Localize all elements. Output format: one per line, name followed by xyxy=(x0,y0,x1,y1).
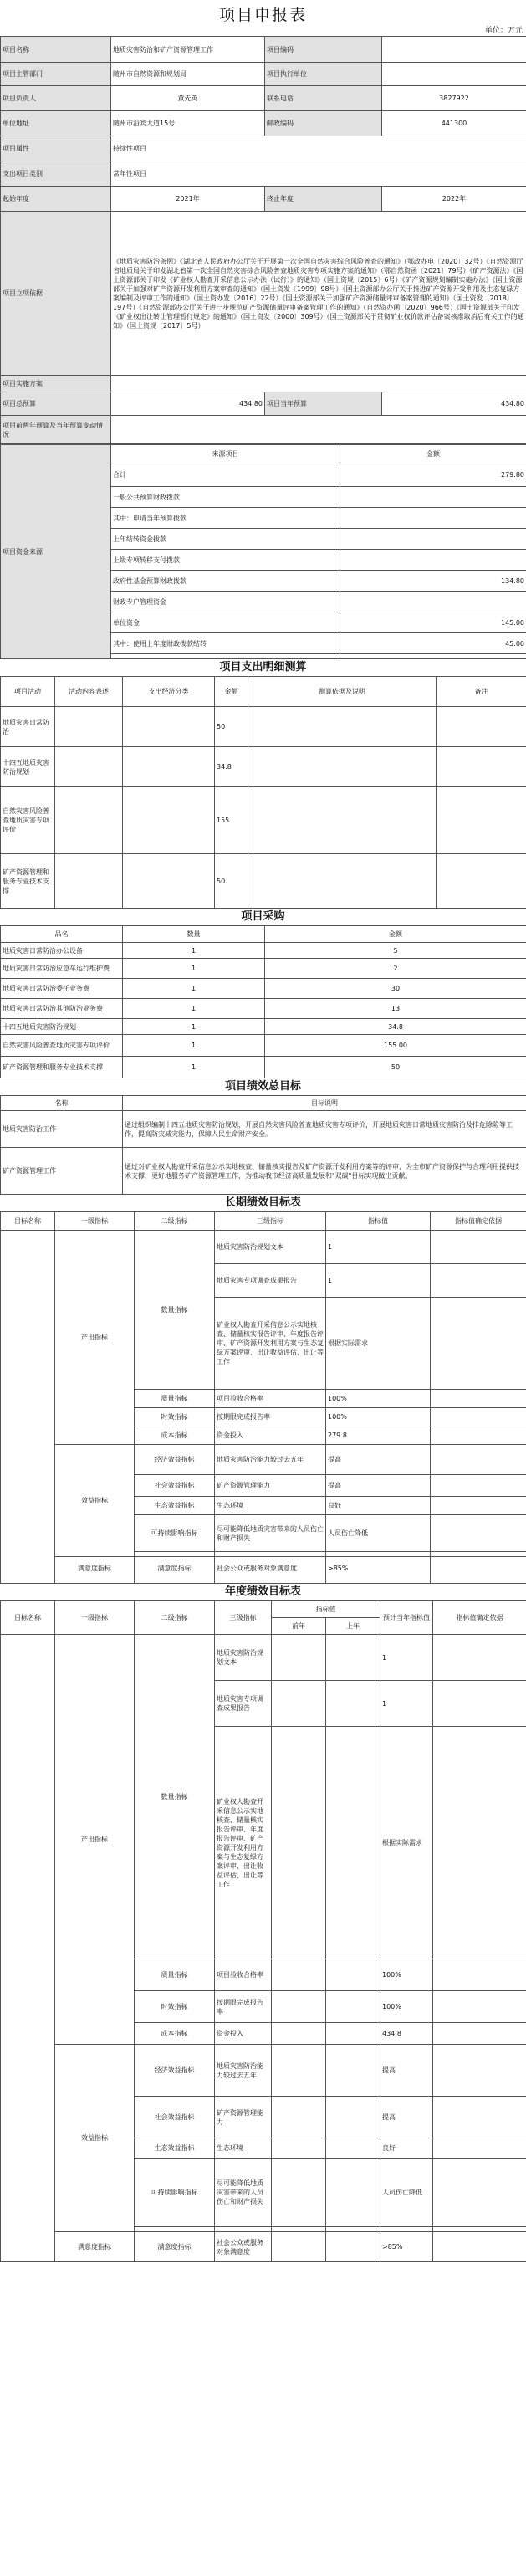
funding-amount xyxy=(340,529,526,550)
table-row xyxy=(1,747,526,787)
long-perf-header: 一级指标 xyxy=(55,1212,135,1231)
long-benefit-label: 效益指标 xyxy=(55,1445,135,1557)
annual-t-prev1 xyxy=(326,1991,380,2023)
leader-value: 黄先英 xyxy=(111,86,265,111)
expense-header: 活动内容表述 xyxy=(55,677,123,707)
expense-content xyxy=(55,707,123,747)
annual-t-prev2 xyxy=(272,1991,326,2023)
table-row xyxy=(1,999,526,1019)
annual-c-val: 434.8 xyxy=(380,2023,433,2045)
funding-spacer xyxy=(111,654,340,659)
long-q2-val: 1 xyxy=(326,1264,431,1298)
annual-q2-prev2 xyxy=(272,1681,326,1727)
goal-desc: 通过组织编制十四五地质灾害防治规划，开展自然灾害风险普查地质灾害专项评价，开展地质灾害日常地质灾害防治及排危除险等工作，提高防灾减灾能力，保障人民生命财产安全。 xyxy=(123,1111,526,1148)
current-budget-value: 434.80 xyxy=(382,392,526,416)
long-quality-label: 质量指标 xyxy=(135,1390,215,1408)
annual-t-name: 按期限完成报告率 xyxy=(215,1991,272,2023)
long-q2-name: 地质灾害专项调查成果报告 xyxy=(215,1264,326,1298)
long-t-basis xyxy=(431,1408,526,1426)
annual-eco-label: 生态效益指标 xyxy=(135,2138,215,2159)
long-eco-label: 生态效益指标 xyxy=(135,1497,215,1515)
expense-content xyxy=(55,854,123,909)
long-eco-basis xyxy=(431,1497,526,1515)
basis-label: 项目立项依据 xyxy=(1,212,111,376)
project-name-label: 项目名称 xyxy=(1,37,111,63)
funding-amount xyxy=(340,508,526,529)
expense-header: 项目活动 xyxy=(1,677,55,707)
table-row xyxy=(1,1111,526,1148)
annual-eco-basis xyxy=(433,2138,526,2159)
zip-label: 邮政编码 xyxy=(265,111,382,136)
long-q2-basis xyxy=(431,1264,526,1298)
long-spacer xyxy=(135,1580,215,1584)
long-sustain-label: 可持续影响指标 xyxy=(135,1515,215,1552)
table-row xyxy=(1,959,526,979)
long-spacer xyxy=(326,1580,431,1584)
annual-header: 上年 xyxy=(326,1618,380,1635)
annual-header: 二级指标 xyxy=(135,1601,215,1635)
funding-row: 一般公共预算财政拨款 xyxy=(111,487,340,508)
annual-e-prev2 xyxy=(272,2045,326,2097)
expense-amount: 34.8 xyxy=(215,747,248,787)
expense-note xyxy=(437,747,526,787)
expense-table xyxy=(0,676,526,909)
start-year-label: 起始年度 xyxy=(1,187,111,212)
page-title: 项目申报表 xyxy=(218,6,307,24)
procurement-name: 自然灾害风险普查地质灾害专项评价 xyxy=(1,1035,123,1057)
long-perf-title: 长期绩效目标表 xyxy=(224,1196,301,1209)
annual-ql-prev1 xyxy=(326,1959,380,1991)
annual-s-prev1 xyxy=(326,2097,380,2138)
procurement-name: 地质灾害日常防治应急车运行维护费 xyxy=(1,959,123,979)
expense-content xyxy=(55,787,123,854)
funding-row: 单位资金 xyxy=(111,612,340,633)
exec-value xyxy=(382,63,526,86)
annual-q3-prev2 xyxy=(272,1727,326,1959)
long-cost-label: 成本指标 xyxy=(135,1426,215,1445)
annual-output-label: 产出指标 xyxy=(55,1635,135,2045)
total-budget-value: 434.80 xyxy=(111,392,265,416)
expense-basis xyxy=(248,747,437,787)
procurement-table xyxy=(0,925,526,1078)
long-sa-basis xyxy=(431,1557,526,1580)
annual-q2-val: 1 xyxy=(380,1681,433,1727)
expense-activity: 自然灾害风险普查地质灾害专项评价 xyxy=(1,787,55,854)
annual-q1-basis xyxy=(433,1635,526,1681)
annual-s-basis xyxy=(433,2097,526,2138)
expense-header: 支出经济分类 xyxy=(123,677,215,707)
annual-s-val: 提高 xyxy=(380,2097,433,2138)
annual-goal-name xyxy=(1,1635,55,2262)
annual-su-prev1 xyxy=(326,2159,380,2227)
prev-budget-value xyxy=(111,416,526,444)
procurement-title: 项目采购 xyxy=(241,910,285,923)
expense-note xyxy=(437,787,526,854)
procurement-header: 数量 xyxy=(123,926,265,943)
long-ql-basis xyxy=(431,1390,526,1408)
annual-social-label: 社会效益指标 xyxy=(135,2097,215,2138)
project-code-value xyxy=(382,37,526,63)
funding-row: 其中：申请当年预算拨款 xyxy=(111,508,340,529)
goals-col-desc: 目标说明 xyxy=(123,1096,526,1111)
annual-eco-name: 生态环境 xyxy=(215,2138,272,2159)
long-e-name: 地质灾害防治能力较过去五年 xyxy=(215,1445,326,1475)
long-sa-val: >85% xyxy=(326,1557,431,1580)
table-row xyxy=(1,979,526,999)
phone-value: 3827922 xyxy=(382,86,526,111)
procurement-amount: 50 xyxy=(265,1057,526,1078)
annual-e-val: 提高 xyxy=(380,2045,433,2097)
current-budget-label: 项目当年预算 xyxy=(265,392,382,416)
long-time-label: 时效指标 xyxy=(135,1408,215,1426)
long-spacer xyxy=(431,1580,526,1584)
annual-benefit-label: 效益指标 xyxy=(55,2045,135,2232)
expense-class xyxy=(123,787,215,854)
annual-s-prev2 xyxy=(272,2097,326,2138)
annual-header: 预计当年指标值 xyxy=(380,1601,433,1635)
annual-header: 前年 xyxy=(272,1618,326,1635)
table-row xyxy=(1,1019,526,1035)
project-info-table xyxy=(0,36,526,444)
project-code-label: 项目编码 xyxy=(265,37,382,63)
table-row xyxy=(1,943,526,959)
expense-header: 测算依据及说明 xyxy=(248,677,437,707)
long-s-basis xyxy=(431,1475,526,1497)
goal-desc: 通过对矿业权人勘查开采信息公示实地核查、储量核实报告及矿产资源开发利用方案等的评审，为全市矿产资源保护与合理利用提供技术支撑，更好地服务矿产资源管理工作，为推动我市经济高质量发展和"双碳"目标实现做出贡献。 xyxy=(123,1148,526,1195)
goal-name: 矿产资源管理工作 xyxy=(1,1148,123,1195)
annual-c-name: 资金投入 xyxy=(215,2023,272,2045)
annual-header-hist: 指标值 xyxy=(272,1601,380,1618)
funding-col-amount: 金额 xyxy=(340,445,526,463)
long-su-val: 人员伤亡降低 xyxy=(326,1515,431,1552)
annual-perf-title: 年度绩效目标表 xyxy=(224,1585,301,1598)
plan-value xyxy=(111,376,526,392)
long-spacer xyxy=(55,1580,135,1584)
end-year-label: 终止年度 xyxy=(265,187,382,212)
long-sat-label: 满意度指标 xyxy=(135,1557,215,1580)
procurement-qty: 1 xyxy=(123,1019,265,1035)
annual-satisfaction-label: 满意度指标 xyxy=(55,2232,135,2262)
annual-q3-name: 矿业权人勘查开采信息公示实地核查、储量核实报告评审、年度报告评审、矿产资源开发利用方案与生态复绿方案评审、出让收益评估、出让等工作 xyxy=(215,1727,272,1959)
procurement-name: 十四五地质灾害防治规划 xyxy=(1,1019,123,1035)
dept-value: 随州市自然资源和规划局 xyxy=(111,63,265,86)
procurement-amount: 5 xyxy=(265,943,526,959)
goals-title: 项目绩效总目标 xyxy=(224,1080,301,1093)
annual-sat-label: 满意度指标 xyxy=(135,2232,215,2262)
annual-su-prev2 xyxy=(272,2159,326,2227)
expense-content xyxy=(55,747,123,787)
procurement-header: 金额 xyxy=(265,926,526,943)
leader-label: 项目负责人 xyxy=(1,86,111,111)
long-quantity-label: 数量指标 xyxy=(135,1231,215,1390)
expense-basis xyxy=(248,787,437,854)
annual-q2-name: 地质灾害专项调查成果报告 xyxy=(215,1681,272,1727)
funding-spacer xyxy=(340,654,526,659)
funding-col-source: 来源项目 xyxy=(111,445,340,463)
annual-su-name: 尽可能降低地质灾害带来的人员伤亡和财产损失 xyxy=(215,2159,272,2227)
annual-e-prev1 xyxy=(326,2045,380,2097)
long-t-val: 100% xyxy=(326,1408,431,1426)
type-label: 支出项目类别 xyxy=(1,161,111,187)
annual-ql-name: 项目验收合格率 xyxy=(215,1959,272,1991)
annual-su-basis xyxy=(433,2159,526,2227)
annual-quality-label: 质量指标 xyxy=(135,1959,215,1991)
expense-title: 项目支出明细测算 xyxy=(219,661,307,673)
goals-table xyxy=(0,1095,526,1195)
procurement-amount: 34.8 xyxy=(265,1019,526,1035)
funding-amount xyxy=(340,592,526,612)
table-row xyxy=(1,707,526,747)
annual-econ-label: 经济效益指标 xyxy=(135,2045,215,2097)
expense-basis xyxy=(248,854,437,909)
expense-class xyxy=(123,854,215,909)
long-goal-name xyxy=(1,1231,55,1584)
funding-row: 合计 xyxy=(111,463,340,487)
funding-amount: 134.80 xyxy=(340,571,526,592)
plan-label: 项目实施方案 xyxy=(1,376,111,392)
funding-label: 项目资金来源 xyxy=(1,445,111,659)
annual-time-label: 时效指标 xyxy=(135,1991,215,2023)
annual-ql-val: 100% xyxy=(380,1959,433,1991)
unit-label: 单位：万元 xyxy=(484,27,523,35)
expense-basis xyxy=(248,707,437,747)
annual-q3-basis xyxy=(433,1727,526,1959)
procurement-qty: 1 xyxy=(123,943,265,959)
long-perf-table xyxy=(0,1211,526,1584)
long-q3-val: 根据实际需求 xyxy=(326,1298,431,1390)
procurement-name: 地质灾害日常防治委托业务费 xyxy=(1,979,123,999)
long-sa-name: 社会公众或服务对象满意度 xyxy=(215,1557,326,1580)
funding-amount: 45.00 xyxy=(340,633,526,654)
annual-header: 一级指标 xyxy=(55,1601,135,1635)
long-eco-name: 生态环境 xyxy=(215,1497,326,1515)
annual-q1-prev1 xyxy=(326,1635,380,1681)
long-ql-val: 100% xyxy=(326,1390,431,1408)
procurement-qty: 1 xyxy=(123,1035,265,1057)
funding-amount: 279.80 xyxy=(340,463,526,487)
long-q1-basis xyxy=(431,1231,526,1264)
long-perf-header: 三级指标 xyxy=(215,1212,326,1231)
funding-row: 政府性基金预算财政拨款 xyxy=(111,571,340,592)
funding-amount xyxy=(340,487,526,508)
annual-q3-val: 根据实际需求 xyxy=(380,1727,433,1959)
long-perf-header: 目标名称 xyxy=(1,1212,55,1231)
table-row xyxy=(1,787,526,854)
annual-perf-table xyxy=(0,1600,526,2262)
annual-quantity-label: 数量指标 xyxy=(135,1635,215,1959)
phone-label: 联系电话 xyxy=(265,86,382,111)
annual-header: 三级指标 xyxy=(215,1601,272,1635)
procurement-qty: 1 xyxy=(123,999,265,1019)
funding-row: 上年结转资金拨款 xyxy=(111,529,340,550)
funding-amount: 145.00 xyxy=(340,612,526,633)
annual-ql-prev2 xyxy=(272,1959,326,1991)
procurement-amount: 30 xyxy=(265,979,526,999)
funding-amount xyxy=(340,550,526,571)
procurement-name: 矿产资源管理和服务专业技术支撑 xyxy=(1,1057,123,1078)
annual-c-prev1 xyxy=(326,2023,380,2045)
long-e-val: 提高 xyxy=(326,1445,431,1475)
annual-t-val: 100% xyxy=(380,1991,433,2023)
long-eco-val: 良好 xyxy=(326,1497,431,1515)
table-row xyxy=(1,1148,526,1195)
funding-row: 上级专项转移支付拨款 xyxy=(111,550,340,571)
annual-t-basis xyxy=(433,1991,526,2023)
project-name-value: 地质灾害防治和矿产资源管理工作 xyxy=(111,37,265,63)
annual-sa-prev1 xyxy=(326,2232,380,2262)
annual-sa-val: >85% xyxy=(380,2232,433,2262)
procurement-amount: 155.00 xyxy=(265,1035,526,1057)
long-ql-name: 项目验收合格率 xyxy=(215,1390,326,1408)
annual-eco-prev1 xyxy=(326,2138,380,2159)
address-label: 单位地址 xyxy=(1,111,111,136)
expense-amount: 50 xyxy=(215,854,248,909)
annual-q2-prev1 xyxy=(326,1681,380,1727)
expense-header: 备注 xyxy=(437,677,526,707)
annual-header: 目标名称 xyxy=(1,1601,55,1635)
annual-e-name: 地质灾害防治能力较过去五年 xyxy=(215,2045,272,2097)
expense-activity: 矿产资源管理和服务专业技术支撑 xyxy=(1,854,55,909)
long-econ-label: 经济效益指标 xyxy=(135,1445,215,1475)
goal-name: 地质灾害防治工作 xyxy=(1,1111,123,1148)
funding-table xyxy=(0,444,526,659)
procurement-name: 地质灾害日常防治其他防治业务费 xyxy=(1,999,123,1019)
annual-ql-basis xyxy=(433,1959,526,1991)
table-row xyxy=(1,1057,526,1078)
table-row xyxy=(1,1035,526,1057)
long-social-label: 社会效益指标 xyxy=(135,1475,215,1497)
long-su-name: 尽可能降低地质灾害带来的人员伤亡和财产损失 xyxy=(215,1515,326,1552)
long-perf-header: 指标值 xyxy=(326,1212,431,1231)
goals-col-name: 名称 xyxy=(1,1096,123,1111)
table-row xyxy=(1,854,526,909)
annual-eco-val: 良好 xyxy=(380,2138,433,2159)
procurement-header: 品名 xyxy=(1,926,123,943)
expense-class xyxy=(123,747,215,787)
dept-label: 项目主管部门 xyxy=(1,63,111,86)
end-year-value: 2022年 xyxy=(382,187,526,212)
attr-label: 项目属性 xyxy=(1,136,111,161)
funding-row: 财政专户管理资金 xyxy=(111,592,340,612)
annual-sa-name: 社会公众或服务对象满意度 xyxy=(215,2232,272,2262)
annual-sustain-label: 可持续影响指标 xyxy=(135,2159,215,2227)
procurement-qty: 1 xyxy=(123,979,265,999)
zip-value: 441300 xyxy=(382,111,526,136)
long-c-val: 279.8 xyxy=(326,1426,431,1445)
annual-q1-name: 地质灾害防治规划文本 xyxy=(215,1635,272,1681)
annual-q3-prev1 xyxy=(326,1727,380,1959)
annual-su-val: 人员伤亡降低 xyxy=(380,2159,433,2227)
annual-c-basis xyxy=(433,2023,526,2045)
annual-q2-basis xyxy=(433,1681,526,1727)
annual-s-name: 矿产资源管理能力 xyxy=(215,2097,272,2138)
long-s-name: 矿产资源管理能力 xyxy=(215,1475,326,1497)
annual-q1-prev2 xyxy=(272,1635,326,1681)
long-output-label: 产出指标 xyxy=(55,1231,135,1445)
long-s-val: 提高 xyxy=(326,1475,431,1497)
annual-sa-prev2 xyxy=(272,2232,326,2262)
long-q3-basis xyxy=(431,1298,526,1390)
annual-e-basis xyxy=(433,2045,526,2097)
expense-activity: 地质灾害日常防治 xyxy=(1,707,55,747)
expense-amount: 155 xyxy=(215,787,248,854)
annual-q1-val: 1 xyxy=(380,1635,433,1681)
long-q1-val: 1 xyxy=(326,1231,431,1264)
type-value: 常年性项目 xyxy=(111,161,526,187)
expense-amount: 50 xyxy=(215,707,248,747)
long-e-basis xyxy=(431,1445,526,1475)
basis-value: 《地质灾害防治条例》《湖北省人民政府办公厅关于开展第一次全国自然灾害综合风险普查的通知》（鄂政办电〔2020〕32号）《自然资源厅省地质局关于印发湖北省第一次全国自然灾害综合风险普查地质灾害专项实施方案的通知》（鄂自然资函〔2021〕79号）《矿产资源法》《国土资源部关于印发《矿业权人勘查开采信息公示办法（试行）》的通知》（国土资规〔2015〕6号）《矿产资源规划编制实施办法》《国土资源部关于加强对矿产资源开发利用方案审查的通知》（国土资发〔1999〕98号）《国土资源部办公厅关于推进矿产资源开发利用及生态复绿方案编制及评审工作的通知》（国土资办发〔2016〕22号）《国土资源部关于加强矿产资源储量评审备案管理的通知》（国土资发〔2018〕197号）《自然资源部办公厅关于进一步规范矿产资源储量评审备案管理工作的通知》（自然资办函〔2020〕966号）《国土资源部关于印发《矿业权出让转让管理暂行规定》的通知》（国土资发〔2000〕309号）《国土资源部关于贯彻矿业权价款评估备案核准取消后有关工作的通知》（国土资规〔2017〕5号） xyxy=(111,212,526,376)
annual-sa-basis xyxy=(433,2232,526,2262)
long-su-basis xyxy=(431,1515,526,1552)
expense-note xyxy=(437,854,526,909)
address-value: 随州市沿宾大道15号 xyxy=(111,111,265,136)
annual-c-prev2 xyxy=(272,2023,326,2045)
total-budget-label: 项目总预算 xyxy=(1,392,111,416)
expense-header: 金额 xyxy=(215,677,248,707)
long-spacer xyxy=(215,1580,326,1584)
annual-cost-label: 成本指标 xyxy=(135,2023,215,2045)
annual-header: 指标值确定依据 xyxy=(433,1601,526,1635)
attr-value: 持续性项目 xyxy=(111,136,526,161)
long-q1-name: 地质灾害防治规划文本 xyxy=(215,1231,326,1264)
procurement-name: 地质灾害日常防治办公设备 xyxy=(1,943,123,959)
prev-budget-label: 项目前两年预算及当年预算变动情况 xyxy=(1,416,111,444)
long-c-name: 资金投入 xyxy=(215,1426,326,1445)
expense-note xyxy=(437,707,526,747)
long-c-basis xyxy=(431,1426,526,1445)
expense-activity: 十四五地质灾害防治规划 xyxy=(1,747,55,787)
exec-label: 项目执行单位 xyxy=(265,63,382,86)
funding-row: 其中：使用上年度财政拨款结转 xyxy=(111,633,340,654)
long-t-name: 按期限完成报告率 xyxy=(215,1408,326,1426)
expense-class xyxy=(123,707,215,747)
start-year-value: 2021年 xyxy=(111,187,265,212)
procurement-qty: 1 xyxy=(123,1057,265,1078)
long-perf-header: 指标值确定依据 xyxy=(431,1212,526,1231)
long-satisfaction-label: 满意度指标 xyxy=(55,1557,135,1580)
long-perf-header: 二级指标 xyxy=(135,1212,215,1231)
annual-eco-prev2 xyxy=(272,2138,326,2159)
procurement-amount: 2 xyxy=(265,959,526,979)
procurement-amount: 13 xyxy=(265,999,526,1019)
long-q3-name: 矿业权人勘查开采信息公示实地核查、储量核实报告评审、年度报告评审、矿产资源开发利用方案与生态复绿方案评审、出让收益评估、出让等工作 xyxy=(215,1298,326,1390)
procurement-qty: 1 xyxy=(123,959,265,979)
